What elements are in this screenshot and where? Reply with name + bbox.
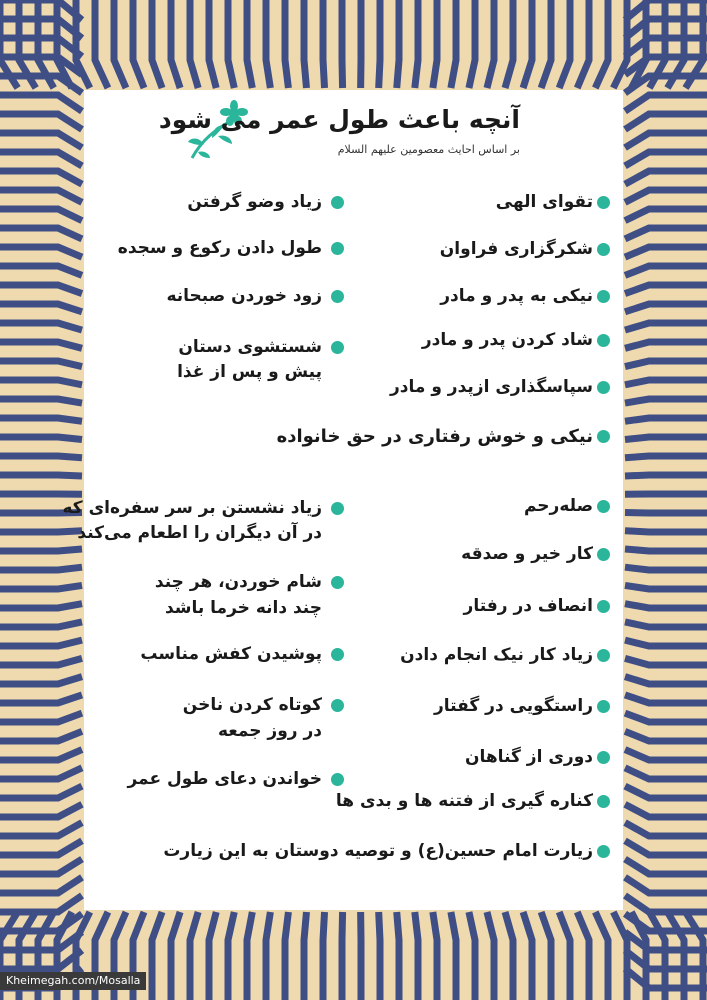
frame-stripe bbox=[0, 859, 82, 874]
watermark: Kheimegah.com/Mosalla bbox=[0, 972, 146, 990]
list-item: سپاسگذاری ازپدر و مادر bbox=[389, 377, 593, 397]
list-item: کناره گیری از فتنه ها و بدی ها bbox=[335, 791, 593, 811]
frame-stripe bbox=[559, 912, 570, 1000]
bullet-icon bbox=[597, 751, 610, 764]
list-item: در آن دیگران را اطعام می‌کند bbox=[77, 523, 322, 543]
list-item: راستگویی در گفتار bbox=[434, 696, 593, 716]
frame-stripe bbox=[469, 0, 475, 88]
frame-stripe bbox=[0, 877, 82, 893]
bullet-icon bbox=[597, 334, 610, 347]
frame-stripe bbox=[625, 585, 707, 589]
frame-stripe bbox=[133, 0, 144, 88]
frame-stripe bbox=[209, 0, 216, 88]
frame-stripe bbox=[625, 133, 707, 148]
page-title: آنچه باعث طول عمر می شود bbox=[158, 105, 520, 134]
frame-stripe bbox=[0, 804, 82, 817]
frame-stripe bbox=[415, 912, 418, 1000]
list-item: شستشوی دستان bbox=[178, 337, 322, 357]
frame-stripe bbox=[433, 0, 437, 88]
list-item: زیاد نشستن بر سر سفره‌ای که bbox=[62, 498, 322, 518]
frame-stripe bbox=[0, 750, 82, 760]
list-item: چند دانه خرما باشد bbox=[164, 598, 322, 618]
frame-stripe bbox=[0, 190, 82, 202]
frame-stripe bbox=[625, 549, 707, 551]
frame-stripe bbox=[625, 399, 707, 403]
bullet-icon bbox=[331, 502, 344, 515]
frame-stripe bbox=[625, 342, 707, 348]
frame-stripe bbox=[625, 152, 707, 166]
frame-stripe bbox=[171, 912, 180, 1000]
list-item: انصاف در رفتار bbox=[463, 596, 593, 616]
frame-stripe bbox=[625, 604, 707, 608]
list-item: نیکی به پدر و مادر bbox=[440, 286, 593, 306]
frame-stripe bbox=[625, 247, 707, 257]
frame-stripe bbox=[415, 0, 418, 88]
frame-stripe bbox=[625, 786, 707, 798]
bullet-icon bbox=[331, 290, 344, 303]
frame-stripe bbox=[451, 0, 456, 88]
frame-stripe bbox=[0, 896, 82, 912]
frame-stripe bbox=[487, 0, 494, 88]
frame-stripe bbox=[625, 750, 707, 760]
frame-stripe bbox=[625, 841, 707, 855]
frame-stripe bbox=[625, 768, 707, 779]
frame-stripe bbox=[0, 209, 82, 221]
frame-stripe bbox=[228, 912, 234, 1000]
frame-stripe bbox=[0, 823, 82, 836]
bullet-icon bbox=[597, 795, 610, 808]
frame-stripe bbox=[541, 0, 551, 88]
frame-stripe bbox=[541, 912, 551, 1000]
frame-stripe bbox=[625, 171, 707, 184]
bullet-icon bbox=[597, 500, 610, 513]
frame-stripe bbox=[0, 677, 82, 684]
frame-stripe bbox=[505, 912, 513, 1000]
frame-stripe bbox=[577, 0, 589, 88]
frame-stripe bbox=[505, 0, 513, 88]
frame-stripe bbox=[625, 731, 707, 741]
frame-stripe bbox=[342, 912, 343, 1000]
bullet-icon bbox=[597, 430, 610, 443]
frame-stripe bbox=[0, 731, 82, 741]
frame-stripe bbox=[0, 418, 82, 421]
list-item: پوشیدن کفش مناسب bbox=[140, 644, 322, 664]
frame-stripe bbox=[613, 912, 627, 1000]
frame-stripe bbox=[625, 437, 707, 440]
frame-stripe bbox=[285, 0, 288, 88]
frame-stripe bbox=[323, 912, 325, 1000]
list-item: زود خوردن صبحانه bbox=[166, 286, 322, 306]
frame-stripe bbox=[0, 133, 82, 148]
frame-stripe bbox=[247, 912, 252, 1000]
frame-stripe bbox=[625, 418, 707, 421]
frame-stripe bbox=[0, 171, 82, 184]
frame-stripe bbox=[625, 896, 707, 912]
frame-stripe bbox=[625, 877, 707, 893]
page-subtitle: بر اساس احایث معصومین علیهم السلام bbox=[337, 143, 520, 156]
bullet-icon bbox=[597, 649, 610, 662]
frame-stripe bbox=[266, 912, 270, 1000]
frame-stripe bbox=[625, 95, 707, 111]
frame-stripe bbox=[0, 399, 82, 403]
frame-stripe bbox=[625, 567, 707, 570]
frame-stripe bbox=[625, 304, 707, 312]
list-item: زیارت امام حسین(ع) و توصیه دوستان به این زیارت bbox=[163, 841, 593, 861]
frame-stripe bbox=[95, 0, 108, 88]
frame-stripe bbox=[0, 228, 82, 239]
list-item: شاد کردن پدر و مادر bbox=[421, 330, 593, 350]
frame-stripe bbox=[0, 285, 82, 294]
frame-stripe bbox=[152, 0, 162, 88]
frame-stripe bbox=[625, 380, 707, 385]
frame-stripe bbox=[451, 912, 456, 1000]
list-item: خواندن دعای طول عمر bbox=[127, 769, 322, 789]
list-item: شکرگزاری فراوان bbox=[439, 239, 593, 259]
frame-stripe bbox=[0, 361, 82, 367]
list-item: کار خیر و صدقه bbox=[461, 544, 593, 564]
bullet-icon bbox=[331, 699, 344, 712]
frame-stripe bbox=[228, 0, 234, 88]
list-item: شام خوردن، هر چند bbox=[154, 572, 322, 592]
frame-stripe bbox=[0, 604, 82, 608]
frame-stripe bbox=[190, 912, 198, 1000]
frame-stripe bbox=[0, 437, 82, 440]
bullet-icon bbox=[331, 773, 344, 786]
frame-stripe bbox=[0, 95, 82, 111]
list-item: در روز جمعه bbox=[217, 721, 322, 741]
frame-stripe bbox=[0, 152, 82, 166]
frame-stripe bbox=[625, 209, 707, 221]
frame-stripe bbox=[625, 361, 707, 367]
list-item: پیش و پس از غذا bbox=[177, 362, 322, 382]
bullet-icon bbox=[597, 243, 610, 256]
frame-stripe bbox=[114, 0, 126, 88]
frame-stripe bbox=[0, 531, 82, 532]
frame-stripe bbox=[266, 0, 270, 88]
frame-stripe bbox=[577, 912, 589, 1000]
frame-stripe bbox=[0, 695, 82, 703]
frame-stripe bbox=[625, 475, 707, 476]
frame-stripe bbox=[595, 912, 608, 1000]
frame-stripe bbox=[342, 0, 343, 88]
frame-stripe bbox=[625, 859, 707, 874]
bullet-icon bbox=[597, 290, 610, 303]
list-item: نیکی و خوش رفتاری در حق خانواده bbox=[276, 426, 593, 447]
bullet-icon bbox=[597, 845, 610, 858]
frame-stripe bbox=[0, 658, 82, 665]
list-item: تقوای الهی bbox=[495, 192, 593, 212]
bullet-icon bbox=[331, 341, 344, 354]
frame-stripe bbox=[247, 0, 252, 88]
frame-stripe bbox=[625, 323, 707, 330]
frame-stripe bbox=[625, 823, 707, 836]
frame-stripe bbox=[625, 713, 707, 722]
frame-stripe bbox=[0, 475, 82, 476]
frame-stripe bbox=[625, 190, 707, 202]
frame-stripe bbox=[0, 585, 82, 589]
frame-stripe bbox=[523, 912, 532, 1000]
bullet-icon bbox=[331, 242, 344, 255]
frame-stripe bbox=[625, 640, 707, 646]
frame-stripe bbox=[397, 0, 399, 88]
frame-stripe bbox=[625, 114, 707, 129]
frame-stripe bbox=[190, 0, 198, 88]
frame-stripe bbox=[0, 247, 82, 257]
frame-stripe bbox=[625, 622, 707, 627]
frame-stripe bbox=[0, 622, 82, 627]
bullet-icon bbox=[331, 648, 344, 661]
frame-stripe bbox=[0, 456, 82, 458]
frame-stripe bbox=[0, 640, 82, 646]
frame-stripe bbox=[559, 0, 570, 88]
frame-stripe bbox=[625, 512, 707, 513]
frame-stripe bbox=[433, 912, 437, 1000]
frame-stripe bbox=[613, 0, 627, 88]
frame-stripe bbox=[171, 0, 180, 88]
frame-stripe bbox=[0, 549, 82, 551]
frame-stripe bbox=[209, 912, 216, 1000]
bullet-icon bbox=[597, 381, 610, 394]
frame-stripe bbox=[152, 912, 162, 1000]
frame-stripe bbox=[523, 0, 532, 88]
frame-stripe bbox=[469, 912, 475, 1000]
frame-stripe bbox=[0, 380, 82, 385]
frame-stripe bbox=[0, 713, 82, 722]
list-item: کوتاه کردن ناخن bbox=[182, 695, 322, 715]
frame-stripe bbox=[625, 266, 707, 275]
frame-stripe bbox=[625, 228, 707, 239]
frame-stripe bbox=[625, 658, 707, 665]
bullet-icon bbox=[597, 196, 610, 209]
frame-stripe bbox=[0, 841, 82, 855]
bullet-icon bbox=[331, 576, 344, 589]
frame-stripe bbox=[625, 677, 707, 684]
frame-stripe bbox=[379, 0, 380, 88]
list-item: زیاد کار نیک انجام دادن bbox=[400, 645, 593, 665]
list-item: دوری از گناهان bbox=[465, 747, 593, 767]
frame-stripe bbox=[304, 0, 306, 88]
frame-stripe bbox=[625, 804, 707, 817]
bullet-icon bbox=[597, 600, 610, 613]
list-item: طول دادن رکوع و سجده bbox=[117, 238, 322, 258]
frame-stripe bbox=[0, 266, 82, 275]
frame-stripe bbox=[625, 695, 707, 703]
frame-stripe bbox=[379, 912, 380, 1000]
frame-stripe bbox=[0, 304, 82, 312]
list-item: زیاد وضو گرفتن bbox=[187, 192, 322, 212]
frame-stripe bbox=[323, 0, 325, 88]
bullet-icon bbox=[331, 196, 344, 209]
frame-stripe bbox=[397, 912, 399, 1000]
frame-stripe bbox=[0, 114, 82, 129]
frame-stripe bbox=[0, 768, 82, 779]
frame-stripe bbox=[625, 456, 707, 458]
frame-stripe bbox=[625, 531, 707, 532]
frame-stripe bbox=[285, 912, 288, 1000]
frame-stripe bbox=[0, 786, 82, 798]
frame-stripe bbox=[0, 323, 82, 330]
bullet-icon bbox=[597, 548, 610, 561]
frame-stripe bbox=[0, 567, 82, 570]
frame-stripe bbox=[487, 912, 494, 1000]
bullet-icon bbox=[597, 700, 610, 713]
frame-stripe bbox=[625, 285, 707, 294]
frame-stripe bbox=[0, 342, 82, 348]
frame-stripe bbox=[304, 912, 306, 1000]
list-item: صله‌رحم bbox=[523, 496, 593, 516]
frame-stripe bbox=[595, 0, 608, 88]
